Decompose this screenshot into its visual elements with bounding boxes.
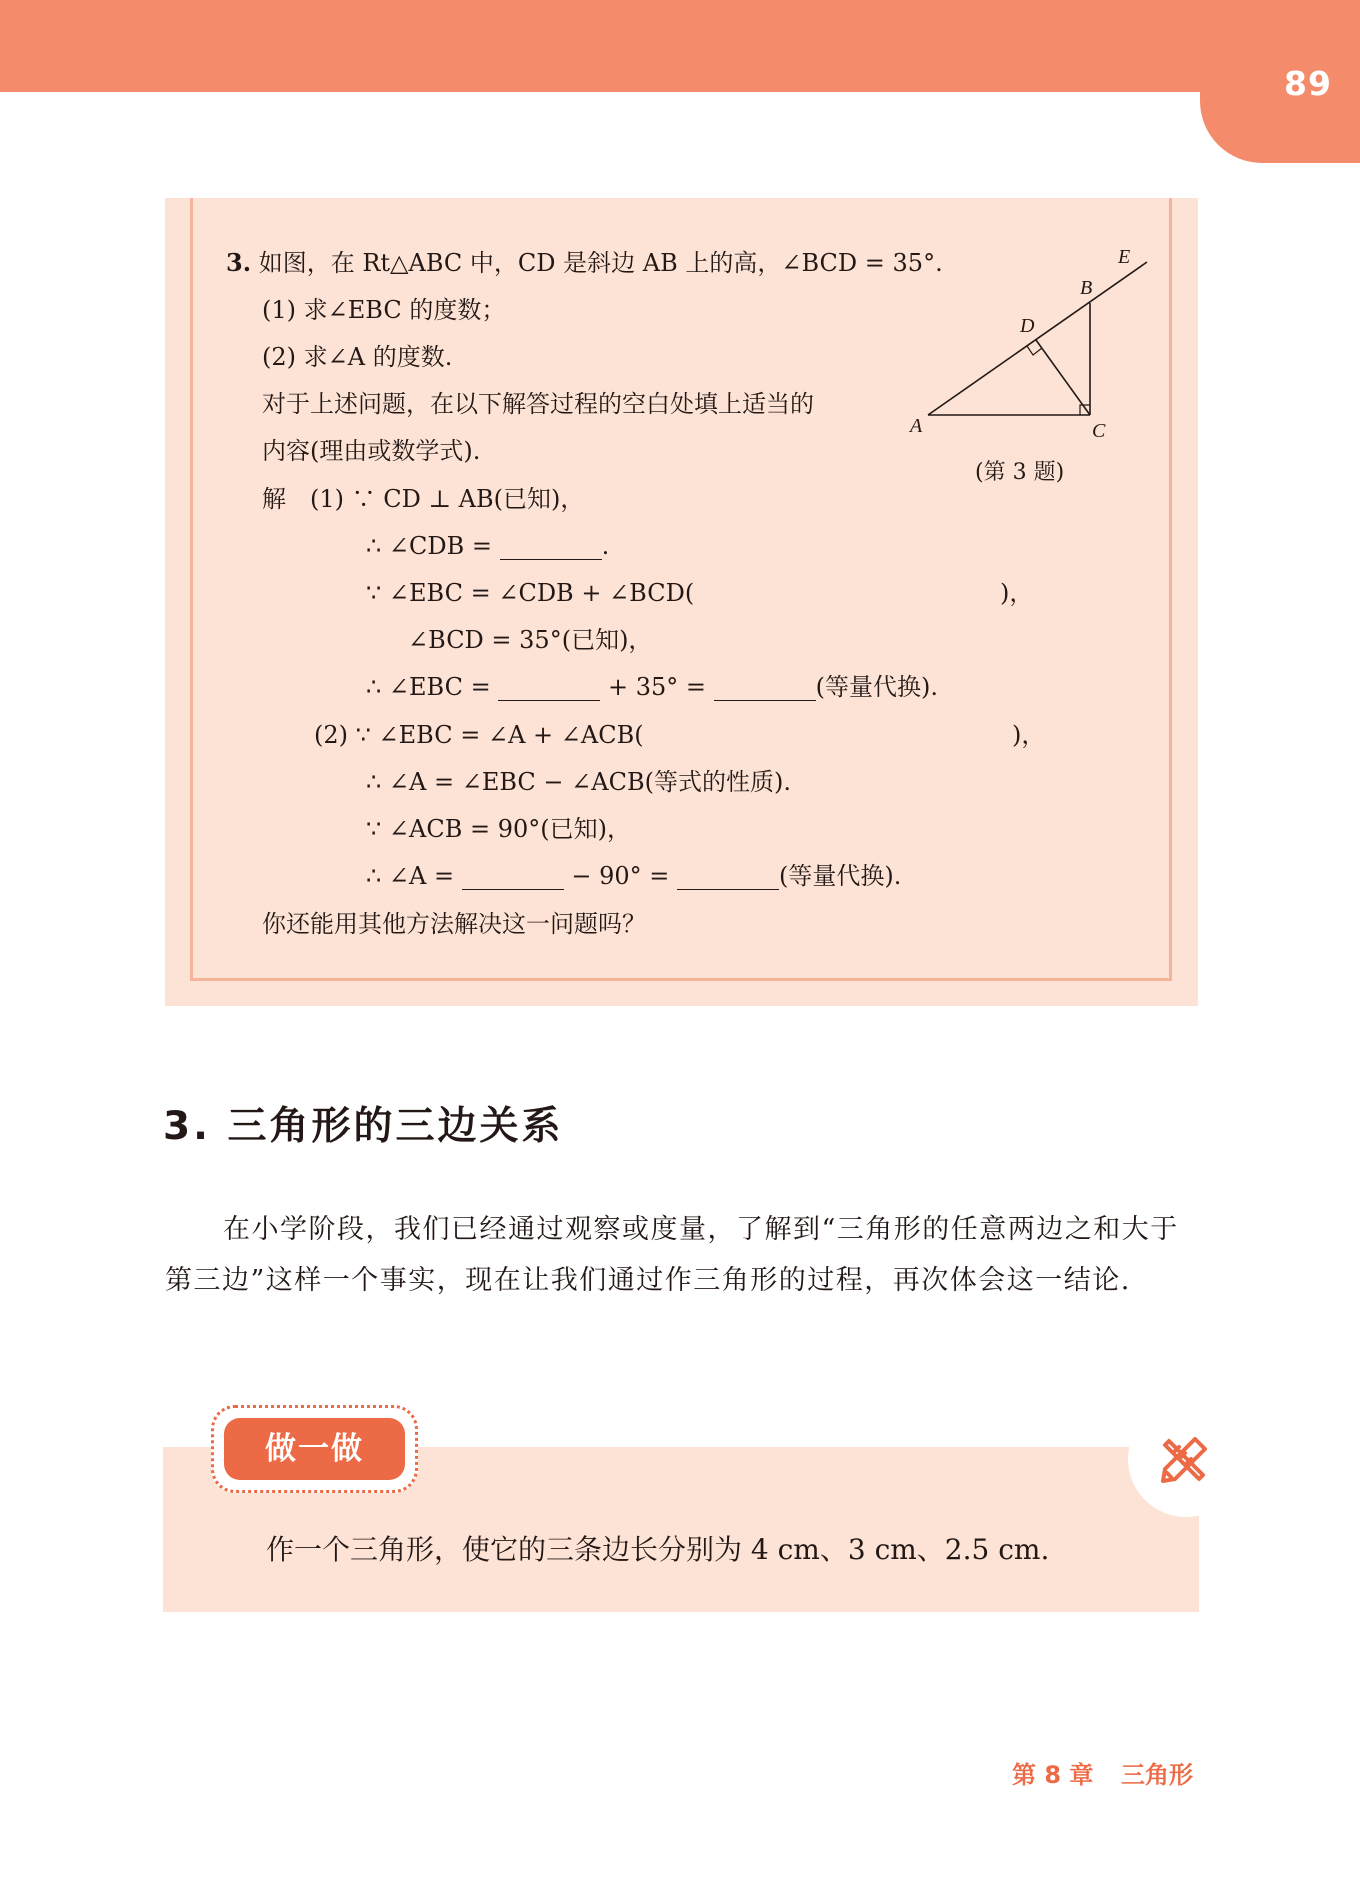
answer-blank[interactable] [714,676,816,701]
problem-number: 3. [226,248,252,277]
footer-title: 三角形 [1121,1761,1193,1789]
solution-line-7: ∴ ∠A = ∠EBC − ∠ACB(等式的性质). [366,768,791,796]
label-e: E [1118,246,1131,268]
section-title: 3. 三角形的三边关系 [163,1104,564,1149]
page-number: 89 [1284,64,1332,103]
solution-line-2: ∴ ∠CDB = . [366,532,610,560]
triangle-figure [900,240,1160,450]
answer-blank[interactable] [500,535,602,560]
activity-badge: 做一做 [224,1418,405,1480]
pencil-ruler-icon [1155,1431,1213,1489]
label-a: A [910,415,923,437]
solution-line-6-close: )， [1012,721,1046,749]
solution-line-1: 解 (1) ∵ CD ⊥ AB(已知)， [262,485,585,513]
solution-line-4: ∠BCD = 35°(已知)， [408,626,653,654]
section-paragraph: 在小学阶段，我们已经通过观察或度量，了解到“三角形的任意两边之和大于第三边”这样一个事实，现在让我们通过作三角形的过程，再次体会这一结论. [165,1214,1179,1296]
label-b: B [1080,277,1093,299]
problem-stem: 3. 如图，在 Rt△ABC 中，CD 是斜边 AB 上的高，∠BCD = 35°. [226,248,943,277]
solution-line-6: (2) ∵ ∠EBC = ∠A + ∠ACB( [314,721,644,749]
solution-line-3: ∵ ∠EBC = ∠CDB + ∠BCD( [366,579,695,607]
answer-blank[interactable] [498,676,600,701]
label-c: C [1092,420,1106,442]
instruction-line-2: 内容(理由或数学式). [262,437,481,465]
answer-blank[interactable] [462,865,564,890]
answer-blank[interactable] [677,865,779,890]
solution-line-3-close: )， [1000,579,1034,607]
solution-line-8: ∵ ∠ACB = 90°(已知)， [366,815,631,843]
figure-caption: (第 3 题) [975,460,1065,485]
solution-line-5: ∴ ∠EBC = + 35° = (等量代换). [366,673,939,701]
instruction-line-1: 对于上述问题，在以下解答过程的空白处填上适当的 [262,390,814,418]
footer-chapter: 第 8 章 [1012,1761,1094,1789]
solution-line-9: ∴ ∠A = − 90° = (等量代换). [366,862,902,890]
activity-text: 作一个三角形，使它的三条边长分别为 4 cm、3 cm、2.5 cm. [266,1533,1050,1566]
closing-question: 你还能用其他方法解决这一问题吗？ [262,910,646,938]
question-1: (1) 求∠EBC 的度数； [262,296,506,324]
header-bar [0,0,1360,92]
label-d: D [1020,315,1035,337]
question-2: (2) 求∠A 的度数. [262,343,453,371]
